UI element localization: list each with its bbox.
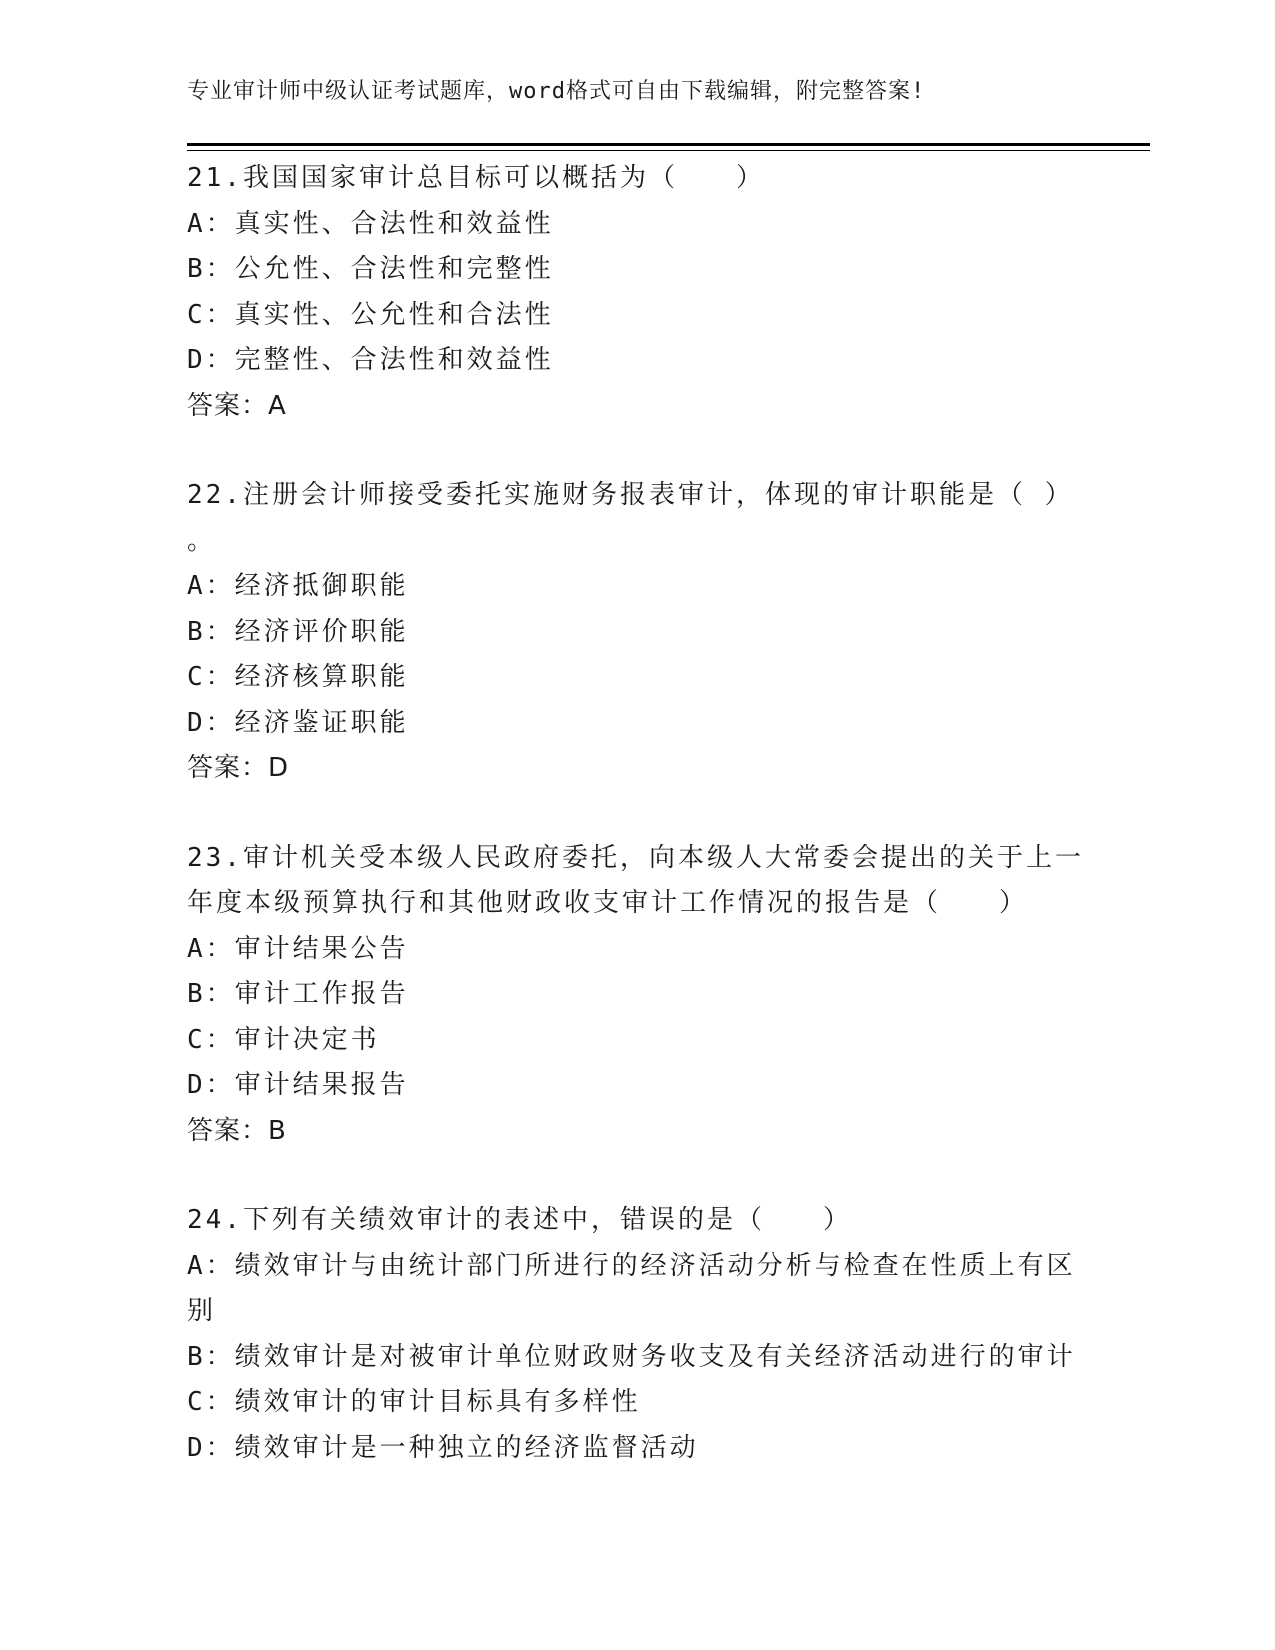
option-c: C：绩效审计的审计目标具有多样性 <box>187 1387 641 1417</box>
question-23 <box>187 836 1087 1155</box>
option-b: B：公允性、合法性和完整性 <box>187 254 554 284</box>
question-stem: 24.下列有关绩效审计的表述中，错误的是（ ） <box>187 1205 852 1235</box>
option-d: D：绩效审计是一种独立的经济监督活动 <box>187 1432 699 1463</box>
answer-label: 答案：B <box>187 1115 287 1146</box>
option-a: A：绩效审计与由统计部门所进行的经济活动分析与检查在性质上有区 <box>187 1250 1076 1281</box>
option-c: C：真实性、公允性和合法性 <box>187 299 554 330</box>
option-a: A：审计结果公告 <box>187 933 409 964</box>
option-d: D：完整性、合法性和效益性 <box>187 345 554 375</box>
header-rule-thin <box>187 150 1150 151</box>
option-a-continuation: 别 <box>187 1296 217 1326</box>
header-note: 专业审计师中级认证考试题库，word格式可自由下载编辑，附完整答案! <box>187 79 926 104</box>
option-a: A：真实性、合法性和效益性 <box>187 208 554 239</box>
answer-label: 答案：A <box>187 390 287 421</box>
question-list <box>187 156 1087 1515</box>
question-21 <box>187 156 1087 429</box>
question-stem: 21.我国国家审计总目标可以概括为（ ） <box>187 163 765 193</box>
header-rule-thick <box>187 143 1150 146</box>
option-d: D：经济鉴证职能 <box>187 707 409 738</box>
option-d: D：审计结果报告 <box>187 1070 409 1100</box>
answer-label: 答案：D <box>187 753 290 783</box>
question-stem: 22.注册会计师接受委托实施财务报表审计，体现的审计职能是（ ） <box>187 480 1074 510</box>
option-c: C：经济核算职能 <box>187 662 409 692</box>
question-24 <box>187 1198 1087 1471</box>
question-22 <box>187 473 1087 792</box>
question-stem-continuation: 。 <box>187 525 217 556</box>
option-b: B：审计工作报告 <box>187 979 409 1009</box>
question-stem-continuation: 年度本级预算执行和其他财政收支审计工作情况的报告是（ ） <box>187 888 1029 918</box>
option-b: B：绩效审计是对被审计单位财政财务收支及有关经济活动进行的审计 <box>187 1341 1076 1372</box>
option-a: A：经济抵御职能 <box>187 571 409 601</box>
option-c: C：审计决定书 <box>187 1024 380 1055</box>
option-b: B：经济评价职能 <box>187 616 409 647</box>
question-stem: 23.审计机关受本级人民政府委托，向本级人大常委会提出的关于上一 <box>187 842 1084 873</box>
